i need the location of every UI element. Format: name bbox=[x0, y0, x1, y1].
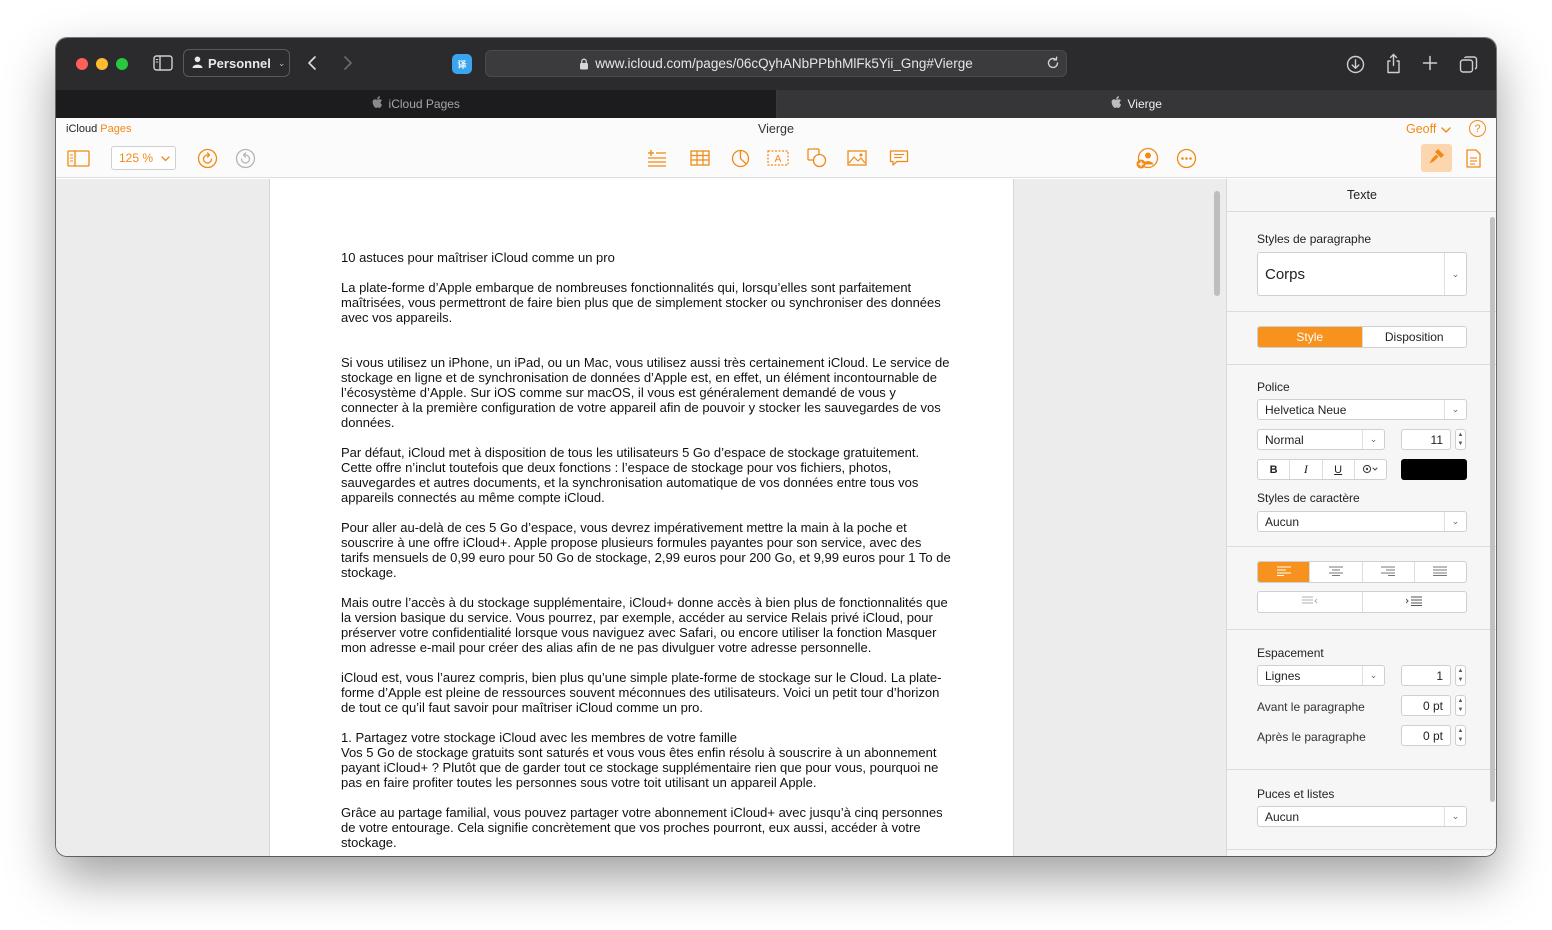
lock-icon bbox=[579, 58, 589, 70]
chevron-up-icon: ▲ bbox=[1457, 431, 1464, 438]
view-sidebar-icon[interactable] bbox=[66, 148, 90, 168]
align-justify-icon bbox=[1433, 565, 1447, 579]
text-color-well[interactable] bbox=[1401, 459, 1467, 480]
zoom-select[interactable] bbox=[111, 146, 176, 170]
share-icon[interactable] bbox=[1382, 51, 1404, 75]
style-layout-tabs bbox=[1257, 326, 1467, 348]
before-paragraph-input[interactable]: 0 pt bbox=[1401, 695, 1451, 716]
tab-bar bbox=[56, 90, 1496, 118]
align-center-button[interactable] bbox=[1310, 562, 1362, 582]
chevron-down-icon: ⌄ bbox=[1362, 430, 1384, 449]
divider bbox=[1227, 364, 1496, 365]
spacing-label: Espacement bbox=[1257, 646, 1324, 660]
paragraph-style-value: Corps bbox=[1265, 265, 1306, 283]
sidebar-toggle-icon[interactable] bbox=[152, 54, 174, 72]
forward-icon[interactable] bbox=[340, 54, 356, 72]
doc-paragraph: Grâce au partage familial, vous pouvez partager votre abonnement iCloud+ avec jusqu’à cinq personnes de votre entourage. Cela signifie concrètement que vos proches pourront, eux aussi, accéder à votre stockage. bbox=[341, 805, 943, 850]
apple-icon bbox=[1111, 96, 1122, 112]
decrease-indent-button[interactable] bbox=[1258, 592, 1363, 612]
document-canvas[interactable] bbox=[56, 179, 1226, 856]
user-name: Geoff bbox=[1406, 122, 1437, 136]
divider bbox=[1227, 629, 1496, 630]
account-menu[interactable] bbox=[1406, 122, 1451, 136]
align-left-button[interactable] bbox=[1258, 562, 1310, 582]
spacing-mode-value: Lignes bbox=[1265, 668, 1301, 683]
back-icon[interactable] bbox=[304, 54, 320, 72]
bullets-value: Aucun bbox=[1265, 809, 1300, 824]
spacing-mode-select[interactable] bbox=[1257, 665, 1385, 686]
outdent-icon bbox=[1302, 595, 1318, 609]
apple-icon bbox=[372, 96, 383, 112]
align-right-icon bbox=[1381, 565, 1395, 579]
tab-label: iCloud Pages bbox=[388, 97, 460, 111]
chevron-down-icon: ▼ bbox=[1457, 707, 1464, 714]
char-style-select[interactable] bbox=[1257, 511, 1467, 532]
format-inspector bbox=[1226, 179, 1496, 856]
align-left-icon bbox=[1277, 565, 1291, 579]
insert-text-box-icon[interactable] bbox=[766, 148, 790, 168]
help-button[interactable]: ? bbox=[1469, 120, 1486, 137]
chevron-up-icon: ▲ bbox=[1457, 697, 1464, 704]
downloads-icon[interactable] bbox=[1344, 53, 1366, 75]
document-title[interactable]: Vierge bbox=[758, 122, 794, 136]
undo-icon[interactable] bbox=[196, 147, 218, 169]
underline-button[interactable]: U bbox=[1323, 460, 1355, 479]
profile-menu[interactable] bbox=[183, 49, 290, 77]
chevron-up-icon: ▲ bbox=[1457, 727, 1464, 734]
indent-icon bbox=[1406, 595, 1422, 609]
close-window-button[interactable] bbox=[76, 58, 88, 70]
alignment-buttons bbox=[1257, 561, 1467, 583]
svg-text:A: A bbox=[774, 154, 782, 165]
font-size-stepper[interactable] bbox=[1455, 429, 1466, 450]
insert-comment-icon[interactable] bbox=[888, 148, 910, 168]
insert-text-list-icon[interactable] bbox=[646, 148, 668, 168]
chevron-down-icon: ⌄ bbox=[1444, 512, 1466, 531]
inspector-title: Texte bbox=[1227, 179, 1496, 212]
title-bar bbox=[56, 38, 1496, 90]
translate-icon[interactable]: 译 bbox=[452, 54, 472, 74]
tab-layout[interactable]: Disposition bbox=[1384, 330, 1444, 344]
after-paragraph-label: Après le paragraphe bbox=[1257, 730, 1366, 744]
divider bbox=[1227, 849, 1496, 850]
align-center-icon bbox=[1329, 565, 1343, 579]
before-paragraph-stepper[interactable] bbox=[1455, 695, 1466, 716]
pages-toolbar bbox=[56, 118, 1496, 178]
minimize-window-button[interactable] bbox=[96, 58, 108, 70]
doc-paragraph: La plate-forme d’Apple embarque de nombreuses fonctionnalités qui, lorsqu’elles sont parfaitement maîtrisées, vous permettront de faire bien plus que de simplement stocker ou synchroniser des données avec vos appareils. bbox=[341, 280, 941, 325]
more-options-icon[interactable] bbox=[1175, 147, 1197, 169]
zoom-value: 125 % bbox=[119, 151, 154, 165]
url-text: www.icloud.com/pages/06cQyhANbPPbhMlFk5Yii_Gng#Vierge bbox=[595, 56, 973, 71]
address-bar[interactable] bbox=[485, 50, 1067, 77]
divider bbox=[1227, 769, 1496, 770]
chevron-down-icon: ▼ bbox=[1457, 677, 1464, 684]
char-style-value: Aucun bbox=[1265, 514, 1300, 529]
tab-style[interactable]: Style bbox=[1258, 327, 1363, 347]
doc-paragraph: Par défaut, iCloud met à disposition de tous les utilisateurs 5 Go d’espace de stockage gratuitement. Cette offre n’inclut toutefois que deux fonctions : l’espace de stockage pour vos fichiers, photos, sauvegardes et autres documents, et la synchronisation automatique de vos données entre tous vos appareils connectés au même compte iCloud. bbox=[341, 445, 920, 505]
chevron-down-icon: ⌄ bbox=[1444, 253, 1466, 295]
insert-media-icon[interactable] bbox=[846, 148, 868, 168]
chevron-down-icon: ⌄ bbox=[1362, 666, 1384, 685]
doc-heading: 1. Partagez votre stockage iCloud avec les membres de votre famille bbox=[341, 730, 737, 745]
bullets-label: Puces et listes bbox=[1257, 787, 1335, 801]
font-size-input[interactable]: 11 bbox=[1401, 429, 1451, 450]
browser-window bbox=[56, 38, 1496, 856]
font-family-value: Helvetica Neue bbox=[1265, 402, 1347, 417]
document-page[interactable] bbox=[269, 179, 1014, 856]
font-family-select[interactable] bbox=[1257, 399, 1467, 420]
chevron-down-icon: ▼ bbox=[1457, 737, 1464, 744]
paragraph-style-select[interactable] bbox=[1257, 252, 1467, 296]
doc-paragraph: iCloud est, vous l’aurez compris, bien plus qu’une simple plate-forme de stockage sur le Cloud. La plate-forme d’Apple est pleine de ressources souvent méconnues des utilisateurs. Voici un petit tour d’horizon de tout ce qu’il faut savoir pour maîtriser iCloud comme un pro. bbox=[341, 670, 942, 715]
bold-button[interactable]: B bbox=[1258, 460, 1290, 479]
after-paragraph-stepper[interactable] bbox=[1455, 725, 1466, 746]
brand-pages: Pages bbox=[100, 123, 132, 135]
profile-label: Personnel bbox=[208, 55, 271, 71]
chevron-up-icon: ▲ bbox=[1457, 667, 1464, 674]
chevron-down-icon bbox=[161, 151, 170, 165]
document-setup-icon[interactable] bbox=[1464, 147, 1482, 169]
italic-button[interactable]: I bbox=[1290, 460, 1322, 479]
document-body[interactable] bbox=[341, 250, 951, 856]
indent-buttons bbox=[1257, 591, 1467, 613]
font-weight-select[interactable] bbox=[1257, 429, 1385, 450]
tab-overview-icon[interactable] bbox=[1457, 53, 1479, 75]
tab-icloud-pages[interactable] bbox=[56, 90, 777, 118]
chevron-down-icon bbox=[1441, 122, 1451, 136]
brand-icloud: iCloud bbox=[66, 123, 98, 135]
increase-indent-button[interactable] bbox=[1363, 592, 1467, 612]
line-spacing-stepper[interactable] bbox=[1455, 665, 1466, 686]
doc-paragraph: Si vous utilisez un iPhone, un iPad, ou un Mac, vous utilisez aussi très certainement iCloud. Le service de stockage en ligne et de synchronisation de données d’Apple est, en effet, un élément incontournable de l’écosystème d’Apple. Sur iOS comme sur macOS, il vous est généralement demandé de vous y connecter à la première configuration de votre appareil afin de pouvoir y stocker les sauvegardes de vos données. bbox=[341, 355, 950, 430]
tab-vierge[interactable] bbox=[777, 90, 1497, 118]
divider bbox=[1227, 311, 1496, 312]
paintbrush-icon bbox=[1428, 147, 1446, 170]
font-weight-value: Normal bbox=[1265, 432, 1304, 447]
doc-paragraph: Pour aller au-delà de ces 5 Go d’espace, vous devrez impérativement mettre la main à la poche et souscrire à une offre iCloud+. Apple propose plusieurs formules payantes pour son service, avec des tarifs mensuels de 0,99 euro pour 50 Go de stockage, 2,99 euros pour 200 Go, et 9,99 euros pour 1 To de stockage. bbox=[341, 520, 951, 580]
align-justify-button[interactable] bbox=[1415, 562, 1466, 582]
divider bbox=[1227, 546, 1496, 547]
tab-label: Vierge bbox=[1127, 97, 1162, 111]
canvas-scrollbar[interactable] bbox=[1214, 191, 1220, 296]
before-paragraph-label: Avant le paragraphe bbox=[1257, 700, 1365, 714]
text-emphasis-buttons bbox=[1257, 459, 1387, 480]
collaborate-icon[interactable] bbox=[1135, 146, 1159, 170]
redo-icon[interactable] bbox=[234, 147, 256, 169]
doc-title-line: 10 astuces pour maîtriser iCloud comme un pro bbox=[341, 250, 615, 265]
chevron-down-icon: ▼ bbox=[1457, 441, 1464, 448]
chevron-down-icon: ⌄ bbox=[277, 57, 286, 68]
font-label: Police bbox=[1257, 380, 1290, 394]
chevron-down-icon: ⌄ bbox=[1444, 400, 1466, 419]
doc-paragraph: Mais outre l’accès à du stockage supplémentaire, iCloud+ donne accès à bien plus de fonctionnalités que la version basique du service. Vous pourrez, par exemple, accéder au service Relais privé iCloud, pour préserver votre confidentialité lorsque vous naviguez avec Safari, ou encore utiliser la fonction Masquer mon adresse e-mail pour créer des alias afin de ne pas divulguer votre adresse personnelle. bbox=[341, 595, 948, 655]
insert-shape-icon[interactable] bbox=[806, 147, 828, 169]
chevron-down-icon: ⌄ bbox=[1444, 807, 1466, 826]
zoom-window-button[interactable] bbox=[116, 58, 128, 70]
bullets-select[interactable] bbox=[1257, 806, 1467, 827]
align-right-button[interactable] bbox=[1363, 562, 1415, 582]
line-spacing-input[interactable]: 1 bbox=[1401, 665, 1451, 686]
paragraph-styles-label: Styles de paragraphe bbox=[1257, 232, 1372, 246]
char-styles-label: Styles de caractère bbox=[1257, 491, 1360, 505]
inspector-scrollbar[interactable] bbox=[1490, 217, 1495, 802]
doc-paragraph: Vos 5 Go de stockage gratuits sont saturés et vous vous êtes enfin résolu à souscrire à un abonnement payant iCloud+ ? Plutôt que de garder tout ce stockage supplémentaire rien que pour vous, pourquoi ne pas en faire profiter toutes les personnes sous votre toit utilisant un appareil Apple. bbox=[341, 745, 939, 790]
insert-table-icon[interactable] bbox=[689, 148, 711, 168]
person-icon bbox=[192, 56, 203, 71]
format-button[interactable] bbox=[1421, 144, 1452, 172]
text-options-button[interactable] bbox=[1355, 460, 1386, 479]
new-tab-icon[interactable] bbox=[1420, 53, 1440, 73]
after-paragraph-input[interactable]: 0 pt bbox=[1401, 725, 1451, 746]
gear-icon bbox=[1362, 463, 1379, 477]
reload-icon[interactable] bbox=[1046, 56, 1060, 73]
insert-chart-icon[interactable] bbox=[729, 147, 751, 169]
